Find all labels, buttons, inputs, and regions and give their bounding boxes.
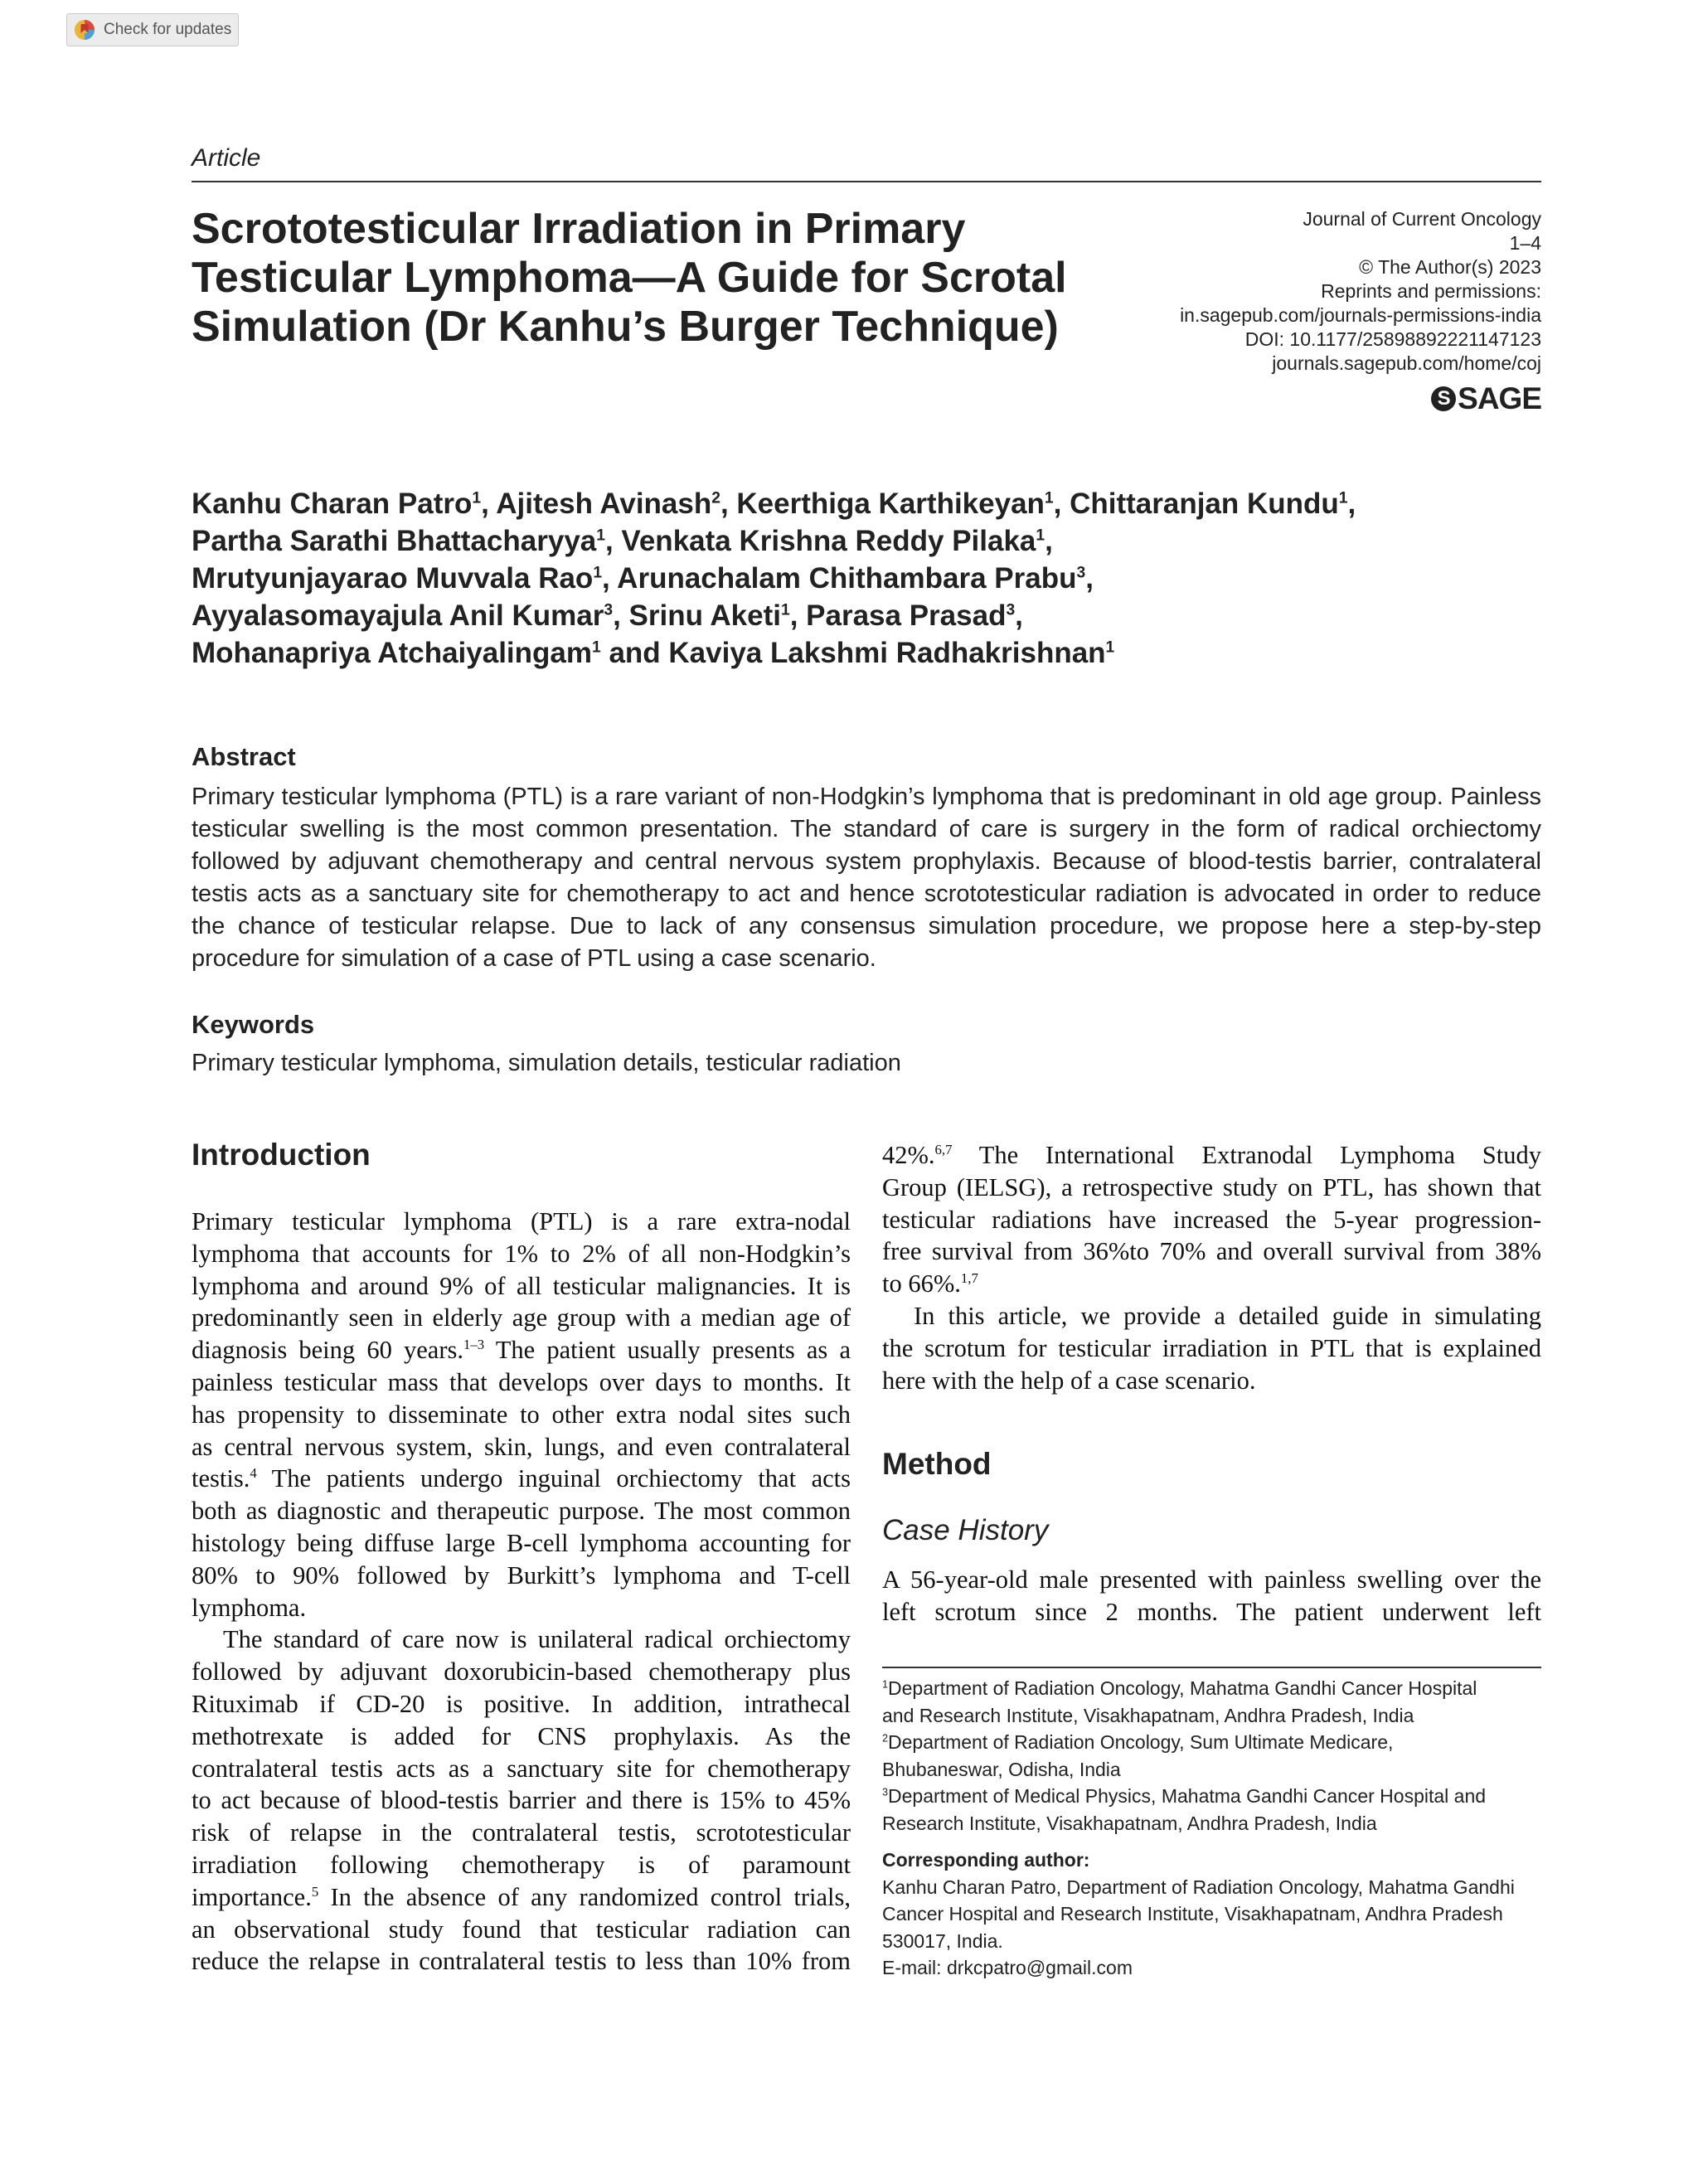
footnote-divider xyxy=(882,1667,1541,1668)
affiliation: $^2$Department of Radiation Oncology, Sum Ultimate Medicare, xyxy=(882,1731,1394,1753)
crossmark-icon xyxy=(74,19,95,41)
article-type-label: Article xyxy=(192,144,261,172)
journal-name: Journal of Current Oncology xyxy=(1303,208,1541,230)
author-list xyxy=(192,485,1551,672)
title-line: Testicular Lymphoma—A Guide for Scrotal xyxy=(192,254,1067,302)
journal-home-link[interactable]: journals.sagepub.com/home/coj xyxy=(1272,352,1541,374)
page-range: 1–4 xyxy=(1509,232,1541,254)
keywords-heading: Keywords xyxy=(192,1010,315,1039)
header-divider xyxy=(192,181,1541,182)
sage-s-icon: S xyxy=(1431,386,1456,411)
reprints-label: Reprints and permissions: xyxy=(1321,280,1541,302)
title-line: Simulation (Dr Kanhu’s Burger Technique) xyxy=(192,303,1059,351)
author-line: Partha Sarathi Bhattacharyya$^1$, Venkata Krishna Reddy Pilaka$^1$, xyxy=(192,525,1053,557)
author-line: Mrutyunjayarao Muvvala Rao$^1$, Arunachalam Chithambara Prabu$^3$, xyxy=(192,562,1094,595)
title-line: Scrototesticular Irradiation in Primary xyxy=(192,205,966,253)
introduction-text: Primary testicular lymphoma (PTL) is a rare extra-nodal lymphoma that accounts for 1% to 2% of all non-Hodgkin’s lymphoma and around 9% of all testicular malignancies. It is predominantly seen in elderly age group with a median age of diagnosis being 60 years.$^{1-3}$ The patient usually presents as a painless testicular mass that develops over days to months. It has propensity to disseminate to other extra nodal sites such as central nervous system, skin, lungs, and even contralateral testis.$^4$ The patients undergo inguinal orchiectomy that acts both as diagnostic and therapeutic purpose. The most common histology being diffuse large B-cell lymphoma accounting for 80% to 90% followed by Burkitt’s lymphoma and T-cell lymphoma. The standard of care now is unilateral radical orchiectomy followed by adjuvant doxorubicin-based chemotherapy plus Rituximab if CD-20 is positive. In addition, intrathecal methotrexate is added for CNS prophylaxis. As the contralateral testis acts as a sanctuary site for chemotherapy to act because of blood-testis barrier and there is 15% to 45% risk of relapse in the contralateral testis, scrototesticular irradiation following chemotherapy is of paramount importance.$^5$ In the absence of any randomized control trials, an observational study found that testicular radiation can reduce the relapse in contralateral testis to less than 10% from xyxy=(192,1207,851,1976)
check-for-updates-label: Check for updates xyxy=(104,21,232,38)
method-heading: Method xyxy=(882,1447,992,1481)
author-line: Mohanapriya Atchaiyalingam$^1$ and Kaviya Lakshmi Radhakrishnan$^1$ xyxy=(192,637,1115,669)
corresponding-email[interactable]: E-mail: drkcpatro@gmail.com xyxy=(882,1957,1133,1978)
abstract-text: Primary testicular lymphoma (PTL) is a rare variant of non-Hodgkin’s lymphoma that is predominant in old age group. Painless testicular swelling is the most common presentation. The standard of care is surgery in the form of radical orchiectomy followed by adjuvant chemotherapy and central nervous system prophylaxis. Because of blood-testis barrier, contralateral testis acts as a sanctuary site for chemotherapy to act and hence scrototesticular radiation is advocated in order to reduce the chance of testicular relapse. Due to lack of any consensus simulation procedure, we propose here a step-by-step procedure for simulation of a case of PTL using a case scenario. xyxy=(192,784,1541,972)
article-title xyxy=(192,205,1120,352)
sage-logo-text: SAGE xyxy=(1458,381,1541,415)
affiliation: $^1$Department of Radiation Oncology, Mahatma Gandhi Cancer Hospital xyxy=(882,1677,1477,1699)
copyright: © The Author(s) 2023 xyxy=(1359,256,1541,278)
author-line: Ayyalasomayajula Anil Kumar$^3$, Srinu Aketi$^1$, Parasa Prasad$^3$, xyxy=(192,599,1023,632)
corresponding-author-label: Corresponding author: xyxy=(882,1849,1090,1871)
case-history-heading: Case History xyxy=(882,1514,1049,1546)
author-line: Kanhu Charan Patro$^1$, Ajitesh Avinash$^2$, Keerthiga Karthikeyan$^1$, Chittaranjan Kundu$^1$, xyxy=(192,488,1356,520)
case-history-text: A 56-year-old male presented with painless swelling over the left scrotum since 2 months. The patient underwent left xyxy=(882,1565,1541,1626)
journal-info xyxy=(1180,207,1541,376)
reprints-link[interactable]: in.sagepub.com/journals-permissions-india xyxy=(1180,304,1541,326)
affiliations: $^1$Department of Radiation Oncology, Mahatma Gandhi Cancer Hospital and Research Institute, Visakhapatnam, Andhra Pradesh, India $^2$Department of Radiation Oncology, Sum Ultimate Medicare, Bhubaneswar, Odisha, India $^3$Department of Medical Physics, Mahatma Gandhi Cancer Hospital and Research Institute, Visakhapatnam, Andhra Pradesh, India Corresponding author: Kanhu Charan Patro, Department of Radiation Oncology, Mahatma Gandhi Cancer Hospital and Research Institute, Visakhapatnam, Andhra Pradesh 530017, India. E-mail: drkcpatro@gmail.com xyxy=(882,1675,1545,1982)
doi-link[interactable]: DOI: 10.1177/25898892221147123 xyxy=(1244,328,1541,350)
abstract-heading: Abstract xyxy=(192,742,296,771)
sage-logo xyxy=(1431,381,1541,416)
introduction-continued: 42%.$^{6,7}$ The International Extranodal Lymphoma Study Group (IELSG), a retrospective study on PTL, has shown that testicular radiations have increased the 5-year progression- free survival from 36%to 70% and overall survival from 38% to 66%.$^{1,7}$ In this article, we provide a detailed guide in simulating the scrotum for testicular irradiation in PTL that is explained here with the help of a case scenario. xyxy=(882,1141,1541,1395)
check-for-updates-button[interactable] xyxy=(66,13,239,46)
keywords-text: Primary testicular lymphoma, simulation details, testicular radiation xyxy=(192,1050,901,1076)
introduction-heading: Introduction xyxy=(192,1138,371,1172)
affiliation: $^3$Department of Medical Physics, Mahatma Gandhi Cancer Hospital and xyxy=(882,1785,1487,1807)
